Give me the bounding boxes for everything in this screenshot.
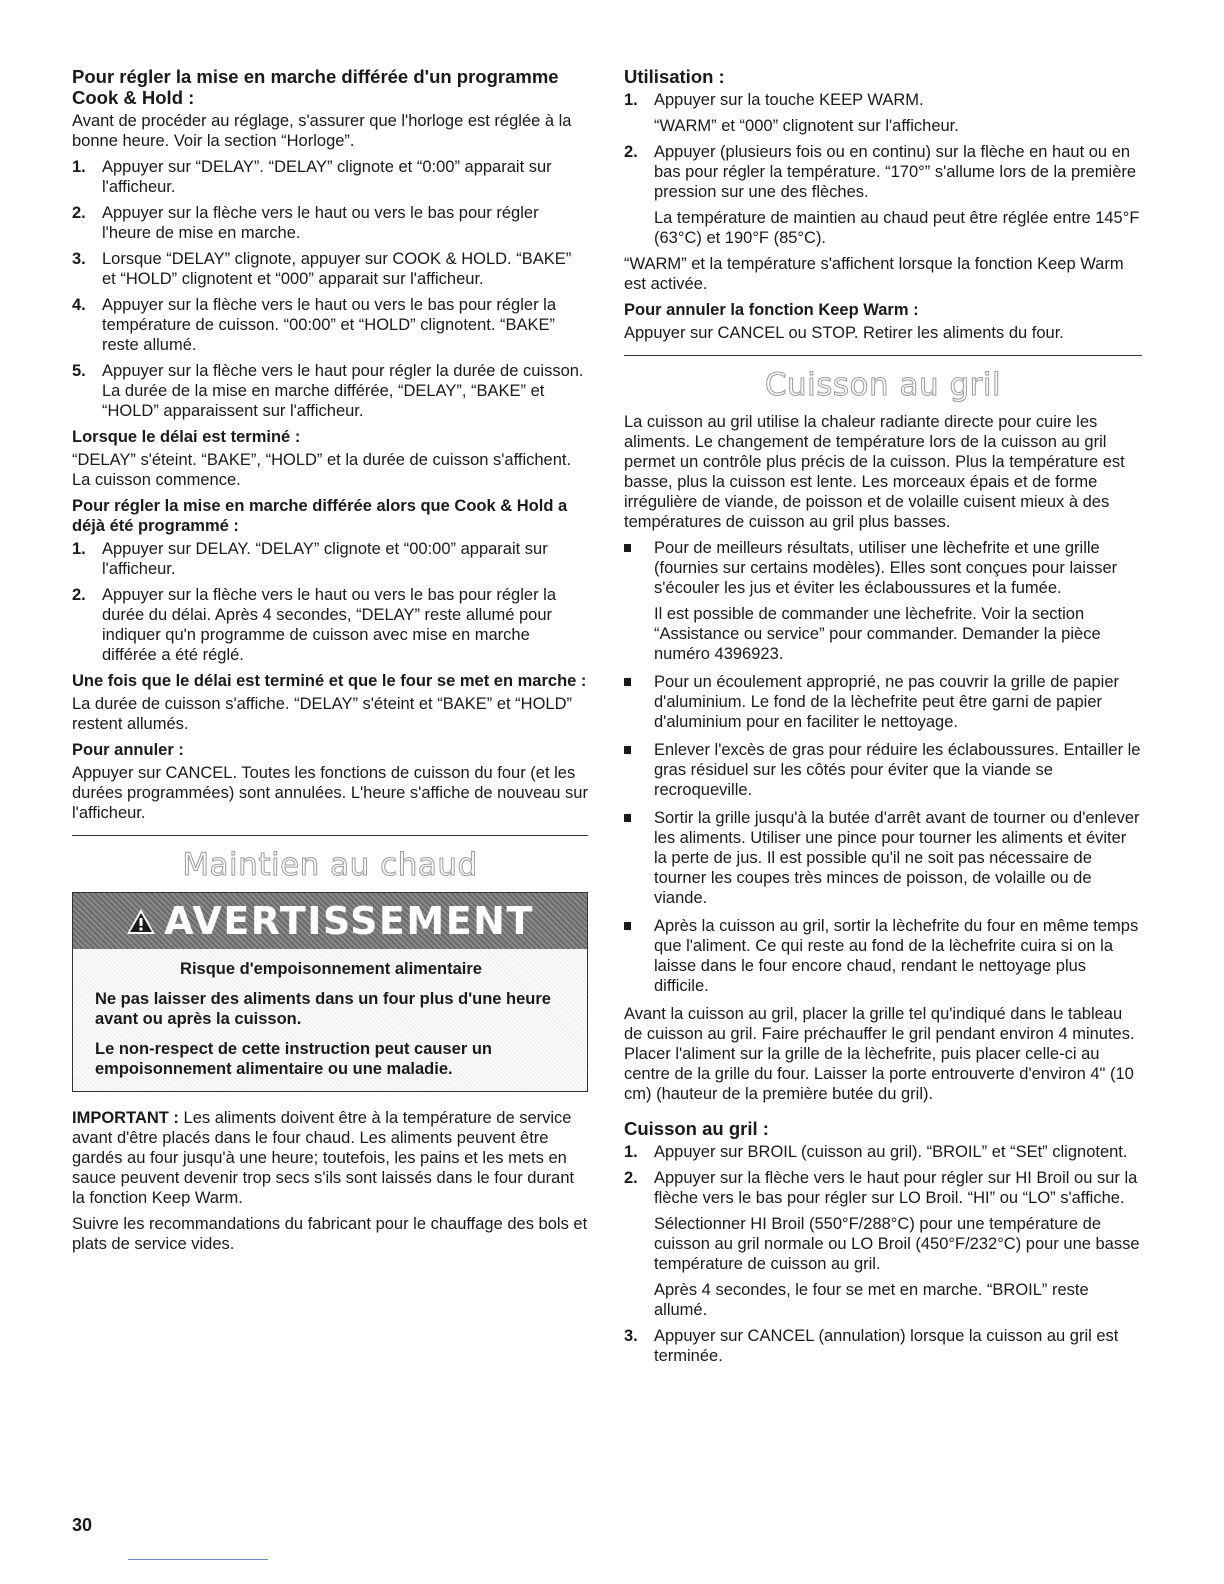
broil-subheading: Cuisson au gril : <box>624 1118 769 1139</box>
step-number: 3. <box>624 1327 638 1345</box>
bullet-text: Pour un écoulement approprié, ne pas couvrir la grille de papier d'aluminium. Le fond de la lèchefrite peut être garni de papier d'aluminium pour en faciliter le nettoyage. <box>654 673 1120 731</box>
step-number: 3. <box>72 250 86 268</box>
step-number: 1. <box>624 1143 638 1161</box>
step-text: La température de maintien au chaud peut être réglée entre 145°F (63°C) et 190°F (85°C). <box>654 209 1140 247</box>
delay-heading: Pour régler la mise en marche différée d'un programme Cook & Hold : <box>72 66 559 108</box>
section-divider <box>72 835 588 836</box>
square-bullet-icon <box>624 544 631 552</box>
step-text: Appuyer sur la flèche vers le haut ou vers le bas pour régler la température de cuisson. “00:00” et “HOLD” clignotent. “BAKE” reste allumé. <box>102 296 556 354</box>
important-note <box>72 1108 588 1208</box>
step-item <box>624 1168 1142 1320</box>
bullet-item <box>624 538 1142 664</box>
important-text: Les aliments doivent être à la température de service avant d'être placés dans le four chaud. Les aliments peuvent être gardés au four jusqu'à une heure; toutefois, les pains et les mets en sauce peuvent devenir trop secs s'ils sont laissés dans le four durant la fonction Keep Warm. <box>72 1109 575 1207</box>
section-divider <box>624 355 1142 356</box>
step-item <box>72 585 588 665</box>
bullet-item <box>624 672 1142 732</box>
bullet-item <box>624 916 1142 996</box>
cancel-label: Pour annuler : <box>72 741 184 759</box>
cancel-keep-warm-label: Pour annuler la fonction Keep Warm : <box>624 301 919 319</box>
step-text: Appuyer sur CANCEL (annulation) lorsque la cuisson au gril est terminée. <box>654 1327 1119 1365</box>
step-text: Appuyer sur “DELAY”. “DELAY” clignote et “0:00” apparait sur l'afficheur. <box>102 158 552 196</box>
broil-steps <box>624 1142 1142 1366</box>
step-text: “WARM” et “000” clignotent sur l'afficheur. <box>654 117 959 135</box>
step-text: Sélectionner HI Broil (550°F/288°C) pour une température de cuisson au gril normale ou LO Broil (450°F/232°C) pour une basse température de cuisson au gril. <box>654 1215 1140 1273</box>
square-bullet-icon <box>624 746 631 754</box>
step-number: 2. <box>72 586 86 604</box>
delay-done-label: Lorsque le délai est terminé : <box>72 428 301 446</box>
step-text: Appuyer sur la flèche vers le haut ou vers le bas pour régler l'heure de mise en marche. <box>102 204 539 242</box>
right-column <box>624 66 1142 1372</box>
square-bullet-icon <box>624 678 631 686</box>
usage-steps <box>624 90 1142 248</box>
programmed-label: Pour régler la mise en marche différée alors que Cook & Hold a déjà été programmé : <box>72 497 568 535</box>
warning-body <box>73 949 587 1091</box>
bullet-text: Sortir la grille jusqu'à la butée d'arrêt avant de tourner ou d'enlever les aliments. Utiliser une pince pour tourner les aliments et éviter la perte de jus. Il est possible qu'il ne soit pas nécessaire de tourner les coupes très minces de poisson, de volaille ou de viande. <box>654 809 1140 907</box>
footer-line <box>128 1559 268 1560</box>
step-item <box>72 157 588 197</box>
bullet-text: Après la cuisson au gril, sortir la lèchefrite du four en même temps que l'aliment. Ce qui reste au fond de la lèchefrite cuira si on la laisse dans le four encore chaud, rendant le nettoyage plus difficile. <box>654 917 1139 995</box>
delay-steps <box>72 157 588 421</box>
left-column <box>72 66 588 1260</box>
bullet-item <box>624 808 1142 908</box>
step-text: Appuyer (plusieurs fois ou en continu) sur la flèche en haut ou en bas pour régler la température. “170°” s'allume lors de la première pression sur une des flèches. <box>654 143 1137 201</box>
broil-section-heading: Cuisson au gril <box>764 367 1002 403</box>
keep-warm-heading: Maintien au chaud <box>182 847 478 883</box>
warm-display-text: “WARM” et la température s'affichent lorsque la fonction Keep Warm est activée. <box>624 255 1124 293</box>
warning-title: AVERTISSEMENT <box>164 899 534 943</box>
step-text: Lorsque “DELAY” clignote, appuyer sur COOK & HOLD. “BAKE” et “HOLD” clignotent et “000” apparait sur l'afficheur. <box>102 250 572 288</box>
usage-heading: Utilisation : <box>624 66 725 87</box>
cancel-keep-warm-text: Appuyer sur CANCEL ou STOP. Retirer les aliments du four. <box>624 324 1064 342</box>
broil-bullets <box>624 538 1142 996</box>
bullet-item <box>624 740 1142 800</box>
step-item <box>72 203 588 243</box>
step-item <box>624 90 1142 136</box>
square-bullet-icon <box>624 814 631 822</box>
delay-done-text: “DELAY” s'éteint. “BAKE”, “HOLD” et la durée de cuisson s'affichent. La cuisson commence. <box>72 451 572 489</box>
follow-text: Suivre les recommandations du fabricant pour le chauffage des bols et plats de service vides. <box>72 1215 588 1253</box>
step-number: 1. <box>624 91 638 109</box>
step-text: Appuyer sur la flèche vers le haut pour régler sur HI Broil ou sur la flèche vers le bas pour régler sur LO Broil. “HI” ou “LO” s'affiche. <box>654 1169 1138 1207</box>
delay-intro: Avant de procéder au réglage, s'assurer que l'horloge est réglée à la bonne heure. Voir la section “Horloge”. <box>72 112 572 150</box>
step-text: Appuyer sur BROIL (cuisson au gril). “BROIL” et “SEt” clignotent. <box>654 1143 1128 1161</box>
important-label: IMPORTANT : <box>72 1109 179 1127</box>
step-number: 2. <box>72 204 86 222</box>
warning-box <box>72 892 588 1092</box>
step-number: 5. <box>72 362 86 380</box>
step-text: Appuyer sur DELAY. “DELAY” clignote et “00:00” apparait sur l'afficheur. <box>102 540 548 578</box>
warning-triangle-icon <box>126 908 156 935</box>
warning-line-2: Le non-respect de cette instruction peut causer un empoisonnement alimentaire ou une maladie. <box>95 1040 492 1078</box>
step-number: 1. <box>72 158 86 176</box>
step-text: Appuyer sur la flèche vers le haut ou vers le bas pour régler la durée du délai. Après 4 secondes, “DELAY” reste allumé pour indiquer qu'n programme de cuisson avec mise en marche différée a été réglé. <box>102 586 556 664</box>
step-number: 1. <box>72 540 86 558</box>
square-bullet-icon <box>624 922 631 930</box>
cancel-text: Appuyer sur CANCEL. Toutes les fonctions de cuisson du four (et les durées programmées) sont annulées. L'heure s'affiche de nouveau sur l'afficheur. <box>72 764 588 822</box>
step-item <box>624 1142 1142 1162</box>
page-number: 30 <box>72 1515 93 1535</box>
warning-risk: Risque d'empoisonnement alimentaire <box>180 960 482 978</box>
step-item <box>624 142 1142 248</box>
oven-on-text: La durée de cuisson s'affiche. “DELAY” s'éteint et “BAKE” et “HOLD” restent allumés. <box>72 695 572 733</box>
bullet-text: Enlever l'excès de gras pour réduire les éclaboussures. Entailler le gras résiduel sur les côtés pour éviter que la viande se recroqueville. <box>654 741 1141 799</box>
before-broil-text: Avant la cuisson au gril, placer la grille tel qu'indiqué dans le tableau de cuisson au gril. Faire préchauffer le gril pendant environ 4 minutes. Placer l'aliment sur la grille de la lèchefrite, puis placer celle-ci au centre de la grille du four. Laisser la porte entrouverte d'environ 4" (10 cm) (hauteur de la première butée du gril). <box>624 1005 1135 1103</box>
programmed-steps <box>72 539 588 665</box>
step-text: Après 4 secondes, le four se met en marche. “BROIL” reste allumé. <box>654 1281 1089 1319</box>
oven-on-label: Une fois que le délai est terminé et que le four se met en marche : <box>72 672 587 690</box>
step-text: Appuyer sur la flèche vers le haut pour régler la durée de cuisson. La durée de la mise en marche différée, “DELAY”, “BAKE” et “HOLD” apparaissent sur l'afficheur. <box>102 362 584 420</box>
warning-line-1: Ne pas laisser des aliments dans un four plus d'une heure avant ou après la cuisson. <box>95 990 551 1028</box>
step-text: Appuyer sur la touche KEEP WARM. <box>654 91 924 109</box>
step-item <box>72 295 588 355</box>
warning-banner <box>73 893 587 949</box>
broil-intro: La cuisson au gril utilise la chaleur radiante directe pour cuire les aliments. Le changement de température lors de la cuisson au gril permet un contrôle plus précis de la cuisson. Plus la température est basse, plus la cuisson est lente. Les morceaux épais et de forme irrégulière de viande, de poisson et de volaille cuisent mieux à des températures de cuisson au gril plus basses. <box>624 413 1125 531</box>
step-number: 4. <box>72 296 86 314</box>
step-item <box>624 1326 1142 1366</box>
step-number: 2. <box>624 143 638 161</box>
step-item <box>72 361 588 421</box>
step-item <box>72 539 588 579</box>
bullet-text: Il est possible de commander une lèchefrite. Voir la section “Assistance ou service” pour commander. Demander la pièce numéro 4396923. <box>654 605 1101 663</box>
step-item <box>72 249 588 289</box>
step-number: 2. <box>624 1169 638 1187</box>
bullet-text: Pour de meilleurs résultats, utiliser une lèchefrite et une grille (fournies sur certains modèles). Elles sont conçues pour laisser s'écouler les jus et éviter les éclaboussures et la fumée. <box>654 539 1118 597</box>
